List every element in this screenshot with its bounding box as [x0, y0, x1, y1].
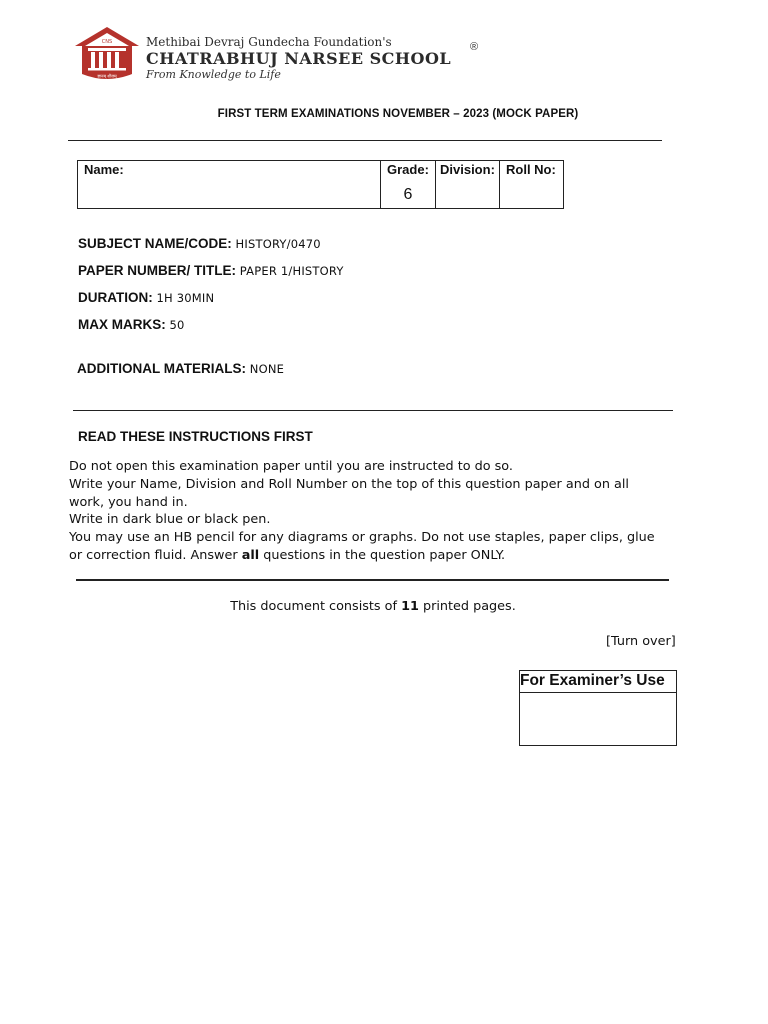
instruction-line [69, 547, 649, 565]
emblem-text: CNS [101, 39, 113, 45]
examiner-use-box[interactable] [519, 670, 677, 746]
duration-field [78, 290, 214, 305]
division-cell[interactable] [436, 161, 500, 208]
instruction-text: or correction fluid. Answer [69, 547, 242, 563]
emblem-motto: ज्ञानम् शीलम् [97, 73, 117, 79]
max-marks-label: MAX MARKS: [78, 317, 166, 332]
paper-field [78, 263, 344, 278]
page-count-number: 11 [401, 599, 419, 614]
name-cell[interactable] [78, 161, 381, 208]
instruction-line: You may use an HB pencil for any diagrams or graphs. Do not use staples, paper clips, glue [69, 530, 655, 546]
grade-cell [381, 161, 436, 208]
materials-value: NONE [249, 362, 285, 376]
paper-value: PAPER 1/HISTORY [239, 264, 344, 278]
instruction-emphasis: all [241, 547, 260, 563]
instructions-heading: READ THESE INSTRUCTIONS FIRST [78, 429, 313, 444]
subject-label: SUBJECT NAME/CODE: [78, 236, 232, 251]
title-divider [68, 140, 662, 141]
division-label: Division: [440, 162, 495, 177]
page-count-text: printed pages. [418, 599, 516, 614]
school-tagline: From Knowledge to Life [146, 68, 281, 81]
instruction-line: Write your Name, Division and Roll Number on the top of this question paper and on all [69, 476, 629, 492]
instruction-text: questions in the question paper ONLY. [259, 547, 506, 563]
duration-label: DURATION: [78, 290, 153, 305]
student-info-table [77, 160, 564, 209]
exam-title: FIRST TERM EXAMINATIONS NOVEMBER – 2023 (MOCK PAPER) [217, 108, 579, 120]
school-emblem-icon [74, 26, 140, 82]
materials-label: ADDITIONAL MATERIALS: [77, 361, 246, 376]
instruction-line: Do not open this examination paper until you are instructed to do so. [69, 459, 513, 474]
foundation-name: Methibai Devraj Gundecha Foundation's [146, 35, 392, 49]
grade-label: Grade: [387, 162, 429, 177]
school-header [74, 26, 494, 86]
page-count-note [0, 599, 746, 614]
max-marks-value: 50 [169, 318, 185, 332]
instructions-body [69, 458, 655, 565]
paper-label: PAPER NUMBER/ TITLE: [78, 263, 236, 278]
materials-field [77, 361, 284, 376]
name-label: Name: [84, 162, 124, 177]
duration-value: 1H 30MIN [156, 291, 215, 305]
details-divider [73, 410, 673, 411]
max-marks-field [78, 317, 185, 332]
instruction-line: work, you hand in. [69, 494, 188, 510]
registered-mark: ® [470, 41, 479, 53]
instruction-line: Write in dark blue or black pen. [69, 512, 271, 528]
page-count-text: This document consists of [230, 599, 402, 614]
turn-over-note: [Turn over] [606, 634, 676, 649]
grade-value: 6 [403, 186, 413, 203]
subject-field [78, 236, 321, 251]
instructions-divider [76, 579, 669, 581]
school-name: CHATRABHUJ NARSEE SCHOOL [146, 49, 452, 68]
subject-value: HISTORY/0470 [235, 237, 321, 251]
roll-number-cell[interactable] [500, 161, 562, 208]
roll-label: Roll No: [506, 162, 556, 177]
examiner-use-heading: For Examiner’s Use [520, 671, 676, 693]
